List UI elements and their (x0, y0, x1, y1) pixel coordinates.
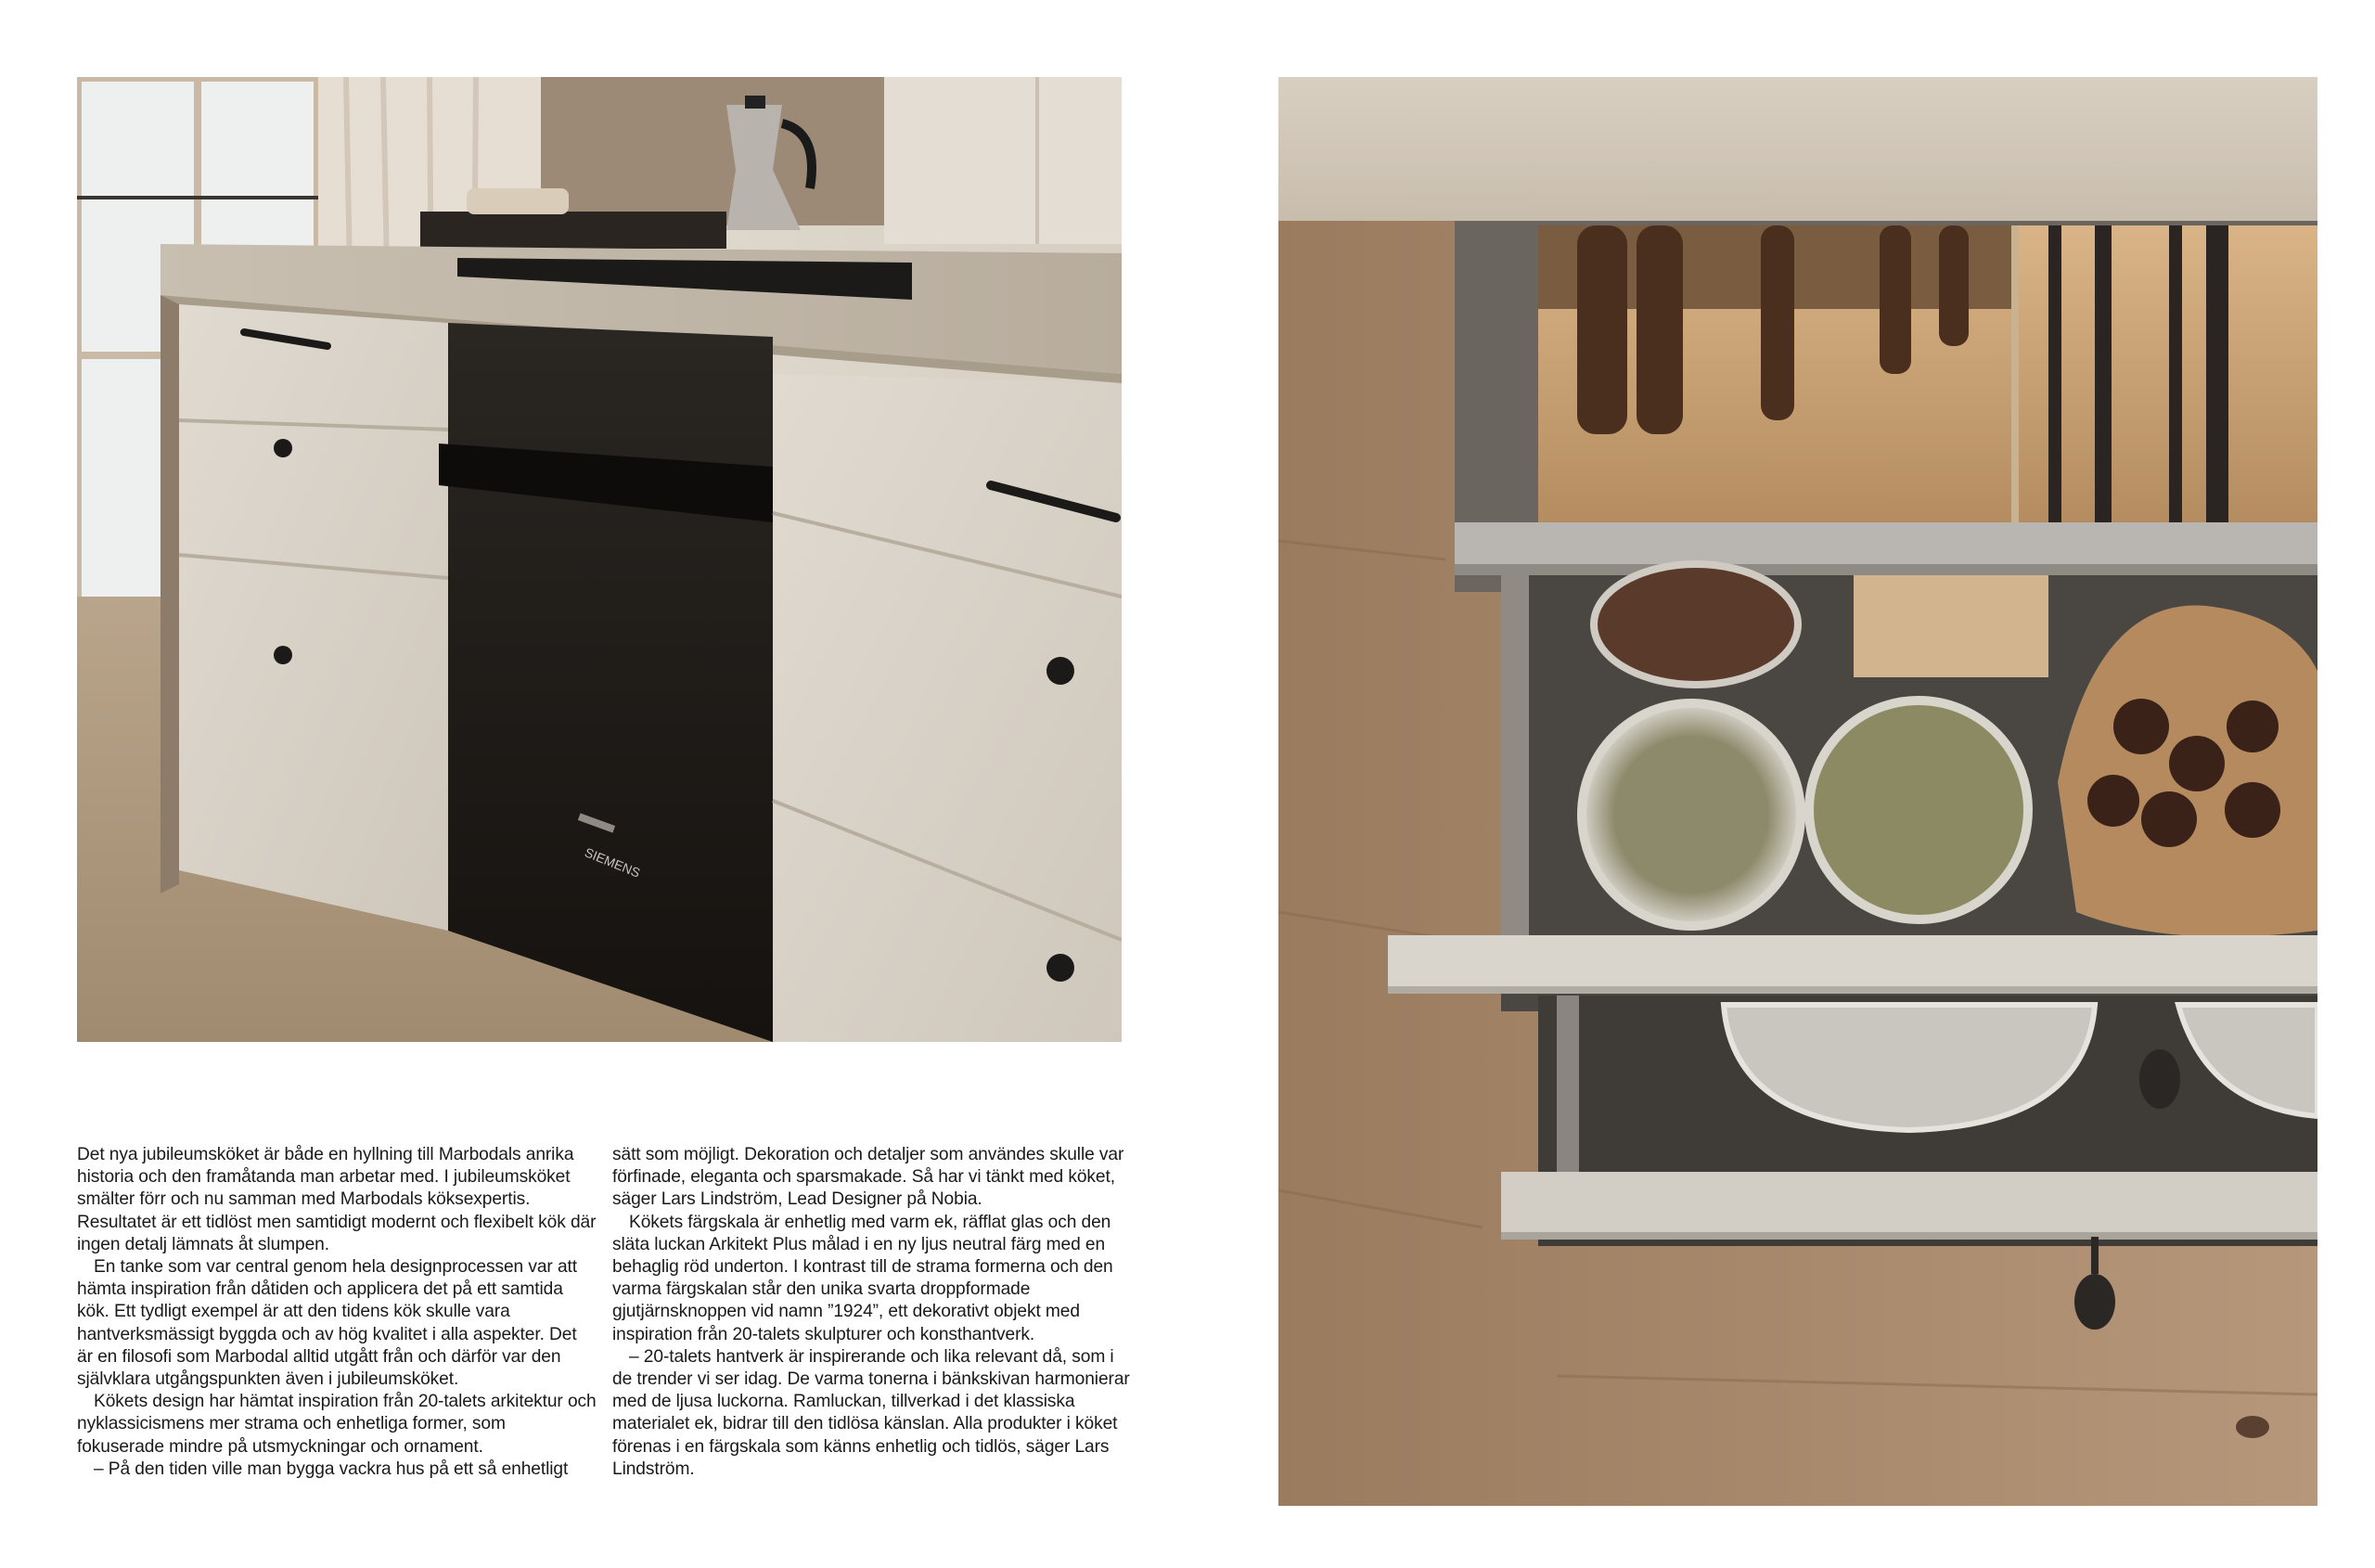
paragraph: – 20-talets hantverk är inspirerande och lika relevant då, som i de trender vi ser idag. De varma tonerna i bänkskivan harmonierar med de ljusa luckorna. Ramluckan, tillverkad i det klassiska materialet ek, bidrar till den tidlösa känslan. Alla produkter i köket förenas i en färgskala som känns enhetlig och tidlös, säger Lars Lindström. (612, 1346, 1130, 1479)
paragraph: – På den tiden ville man bygga vackra hus på ett så enhetligt (94, 1459, 569, 1479)
kitchen-island-photo (77, 77, 1122, 1042)
paragraph: sätt som möjligt. Dekoration och detaljer som användes skulle var förfinade, eleganta och sparsmakade. Så har vi tänkt med köket, säger Lars Lindström, Lead Designer på Nobia. (612, 1145, 1124, 1210)
oven-brand-mark: SIEMENS (582, 844, 643, 880)
drawers-photo (1278, 77, 2317, 1506)
paragraph: Kökets färgskala är enhetlig med varm ek, räfflat glas och den släta luckan Arkitekt Plus målad i en ny ljus neutral färg med en behaglig röd underton. I kontrast till de strama formerna och den varma färgskalan står den unika svarta droppformade gjutjärnsknoppen vid namn ”1924”, ett dekorativt objekt med inspiration från 20-talets skulpturer och konsthantverk. (612, 1212, 1113, 1344)
kitchen-island-illustration (77, 77, 1122, 1042)
paragraph: Det nya jubileumsköket är både en hyllning till Marbodals anrika historia och den framåtanda man arbetar med. I jubileumsköket smälter förr och nu samman med Marbodals köksexpertis. Resultatet är ett tidlöst men samtidigt modernt och flexibelt kök där ingen detalj lämnats åt slumpen. (77, 1145, 597, 1254)
drawers-illustration (1278, 77, 2317, 1506)
paragraph: Kökets design har hämtat inspiration från 20-talets arkitektur och nyklassicismens mer strama och enhetliga former, som fokuserade mindre på utsmyckningar och ornament. (77, 1392, 597, 1457)
article-column-2 (612, 1144, 1132, 1481)
paragraph: En tanke som var central genom hela designprocessen var att hämta inspiration från dåtiden och applicera det på ett samtida kök. Ett tydligt exempel är att den tidens kök skulle vara hantverksmässigt byggda och av hög kvalitet i alla aspekter. Det är en filosofi som Marbodal alltid utgått från och därför var den självklara utgångspunkten även i jubileumsköket. (77, 1257, 577, 1390)
article-column-1 (77, 1144, 597, 1481)
